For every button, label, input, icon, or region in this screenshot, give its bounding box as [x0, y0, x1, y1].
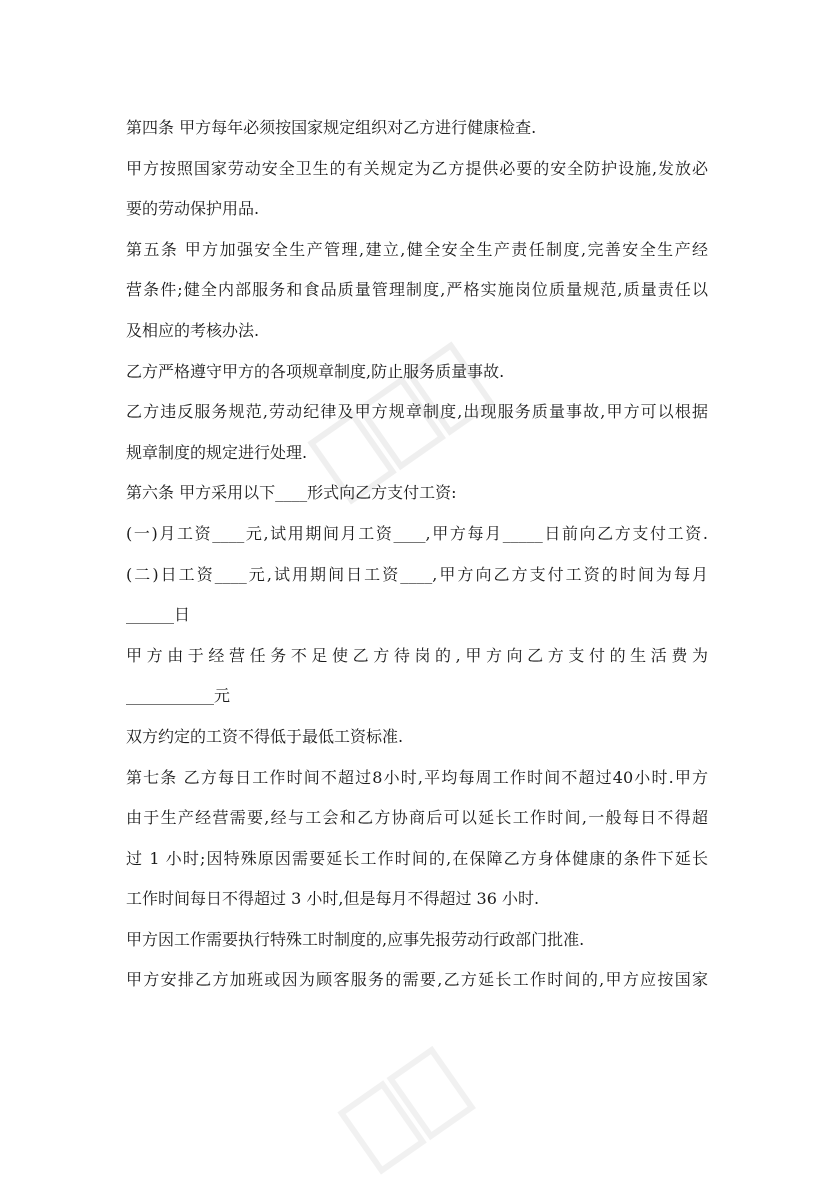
- text-line: 工作时间每日不得超过 3 小时,但是每月不得超过 36 小时.: [126, 889, 540, 909]
- text-line: (二)日工资____元,试用期间日工资____,甲方向乙方支付工资的时间为每月: [126, 564, 708, 584]
- text-line: 规章制度的规定进行处理.: [126, 442, 308, 462]
- text-line: 第七条 乙方每日工作时间不超过8小时,平均每周工作时间不超过40小时.甲方: [126, 767, 708, 787]
- text-line: 甲方由于经营任务不足使乙方待岗的,甲方向乙方支付的生活费为: [126, 645, 708, 665]
- text-line: 营条件;健全内部服务和食品质量管理制度,严格实施岗位质量规范,质量责任以: [126, 280, 708, 300]
- text-line: (一)月工资____元,试用期间月工资____,甲方每月_____日前向乙方支付工资.: [126, 523, 708, 543]
- text-line: 乙方严格遵守甲方的各项规章制度,防止服务质量事故.: [126, 361, 505, 381]
- text-line: 乙方违反服务规范,劳动纪律及甲方规章制度,出现服务质量事故,甲方可以根据: [126, 402, 708, 422]
- text-line: ___________元: [126, 686, 231, 706]
- text-line: 要的劳动保护用品.: [126, 199, 260, 219]
- text-line: 过 1 小时;因特殊原因需要延长工作时间的,在保障乙方身体健康的条件下延长: [126, 848, 708, 868]
- text-line: 由于生产经营需要,经与工会和乙方协商后可以延长工作时间,一般每日不得超: [126, 808, 708, 828]
- text-line: 甲方因工作需要执行特殊工时制度的,应事先报劳动行政部门批准.: [126, 929, 585, 949]
- text-line: 及相应的考核办法.: [126, 320, 260, 340]
- text-line: 第四条 甲方每年必须按国家规定组织对乙方进行健康检查.: [126, 118, 537, 137]
- text-line: 甲方按照国家劳动安全卫生的有关规定为乙方提供必要的安全防护设施,发放必: [126, 158, 708, 178]
- text-line: ______日: [126, 605, 191, 625]
- text-line: 甲方安排乙方加班或因为顾客服务的需要,乙方延长工作时间的,甲方应按国家: [126, 970, 708, 990]
- text-line: 双方约定的工资不得低于最低工资标准.: [126, 726, 404, 746]
- text-line: 第六条 甲方采用以下____形式向乙方支付工资:: [126, 483, 457, 503]
- watermark-logo-2: [330, 1020, 530, 1180]
- document-body: [126, 108, 708, 1001]
- text-line: 第五条 甲方加强安全生产管理,建立,健全安全生产责任制度,完善安全生产经: [126, 239, 708, 259]
